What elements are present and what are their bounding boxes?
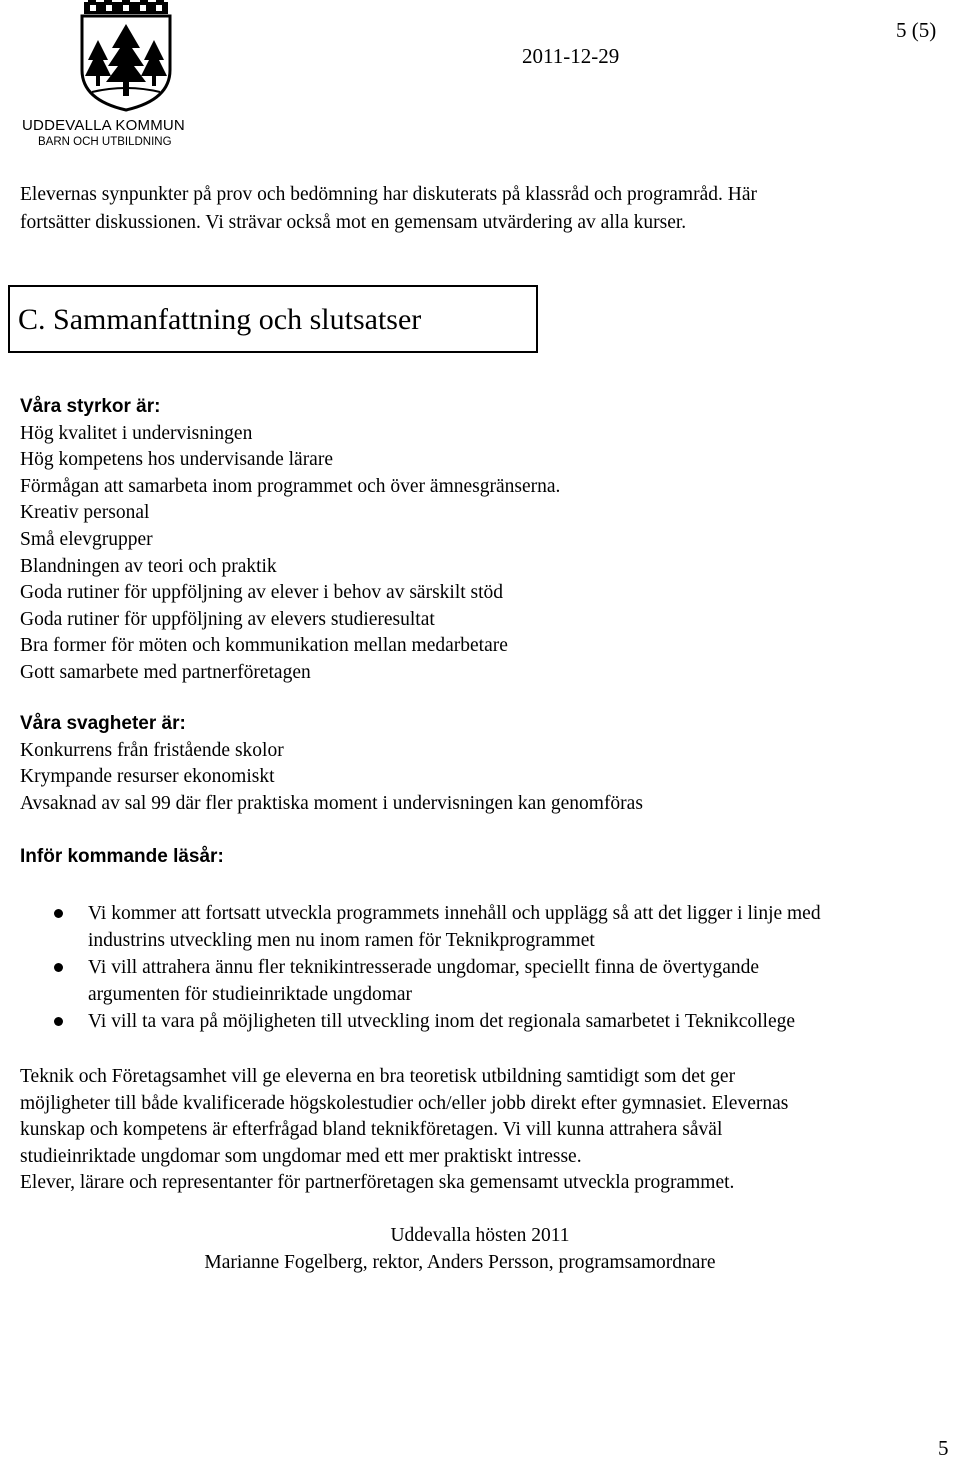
- weaknesses-heading: Våra svagheter är:: [20, 713, 186, 734]
- page-indicator: 5 (5): [896, 18, 937, 42]
- list-item: Krympande resurser ekonomiskt: [20, 766, 275, 788]
- closing-line: studieinriktade ungdomar som ungdomar med ett mer praktiskt intresse.: [20, 1145, 582, 1167]
- closing-line: kunskap och kompetens är efterfrågad bland teknikföretagen. Vi vill kunna attrahera såväl: [20, 1119, 723, 1141]
- list-item: Goda rutiner för uppföljning av elever i behov av särskilt stöd: [20, 582, 504, 604]
- intro-line: Elevernas synpunkter på prov och bedömning har diskuterats på klassråd och programråd. Här: [20, 184, 757, 205]
- list-item: Blandningen av teori och praktik: [20, 555, 277, 577]
- org-name: UDDEVALLA KOMMUN: [22, 117, 185, 134]
- section-heading-box: [8, 285, 538, 353]
- signature-place-date: Uddevalla hösten 2011: [390, 1225, 570, 1246]
- intro-paragraph: [20, 181, 950, 237]
- weaknesses-list: [20, 711, 643, 817]
- list-item: Kreativ personal: [20, 502, 150, 524]
- list-item: Förmågan att samarbeta inom programmet och över ämnesgränserna.: [20, 475, 561, 497]
- list-item: Konkurrens från fristående skolor: [20, 739, 284, 761]
- list-item: Bra former för möten och kommunikation mellan medarbetare: [20, 635, 508, 657]
- list-item: Goda rutiner för uppföljning av elevers studieresultat: [20, 608, 435, 630]
- list-item: Avsaknad av sal 99 där fler praktiska moment i undervisningen kan genomföras: [20, 792, 643, 814]
- bullet-line: Vi kommer att fortsatt utveckla programmets innehåll och upplägg så att det ligger i linje med: [88, 903, 821, 924]
- list-item: Hög kompetens hos undervisande lärare: [20, 449, 333, 471]
- bullet-dot-icon: [54, 909, 63, 918]
- strengths-heading: Våra styrkor är:: [20, 396, 161, 417]
- upcoming-heading: Inför kommande läsår:: [20, 846, 224, 867]
- bullet-dot-icon: [54, 1017, 63, 1026]
- list-item: Hög kvalitet i undervisningen: [20, 422, 253, 444]
- strengths-list: [20, 394, 560, 687]
- section-title: C. Sammanfattning och slutsatser: [18, 303, 422, 336]
- bullet-dot-icon: [54, 963, 63, 972]
- footer-page-number: 5: [938, 1436, 949, 1460]
- department-name: BARN OCH UTBILDNING: [38, 136, 172, 148]
- upcoming-bullet-list: [20, 900, 960, 1035]
- signature-names: Marianne Fogelberg, rektor, Anders Persson, programsamordnare: [204, 1252, 716, 1273]
- bullet-line: Vi vill ta vara på möjligheten till utveckling inom det regionala samarbetet i Teknikcollege: [88, 1011, 796, 1032]
- coat-of-arms-icon: [78, 0, 174, 112]
- closing-paragraph: [20, 1064, 950, 1197]
- bullet-item: [20, 1008, 960, 1035]
- closing-line: möjligheter till både kvalificerade högskolestudier och/eller jobb direkt efter gymnasiet. Elevernas: [20, 1092, 789, 1114]
- bullet-line: argumenten för studieinriktade ungdomar: [88, 984, 413, 1005]
- closing-line: Teknik och Företagsamhet vill ge eleverna en bra teoretisk utbildning samtidigt som det ger: [20, 1066, 736, 1087]
- document-date: 2011-12-29: [522, 44, 620, 68]
- list-item: Små elevgrupper: [20, 528, 153, 550]
- bullet-item: [20, 954, 960, 1008]
- municipality-logo: [22, 0, 222, 160]
- intro-line: fortsätter diskussionen. Vi strävar också mot en gemensam utvärdering av alla kurser.: [20, 212, 687, 233]
- bullet-line: industrins utveckling men nu inom ramen för Teknikprogrammet: [88, 930, 595, 951]
- list-item: Gott samarbete med partnerföretagen: [20, 661, 311, 683]
- closing-line: Elever, lärare och representanter för partnerföretagen ska gemensamt utveckla programmet.: [20, 1172, 735, 1194]
- bullet-item: [20, 900, 960, 954]
- bullet-line: Vi vill attrahera ännu fler teknikintresserade ungdomar, speciellt finna de övertygande: [88, 957, 760, 978]
